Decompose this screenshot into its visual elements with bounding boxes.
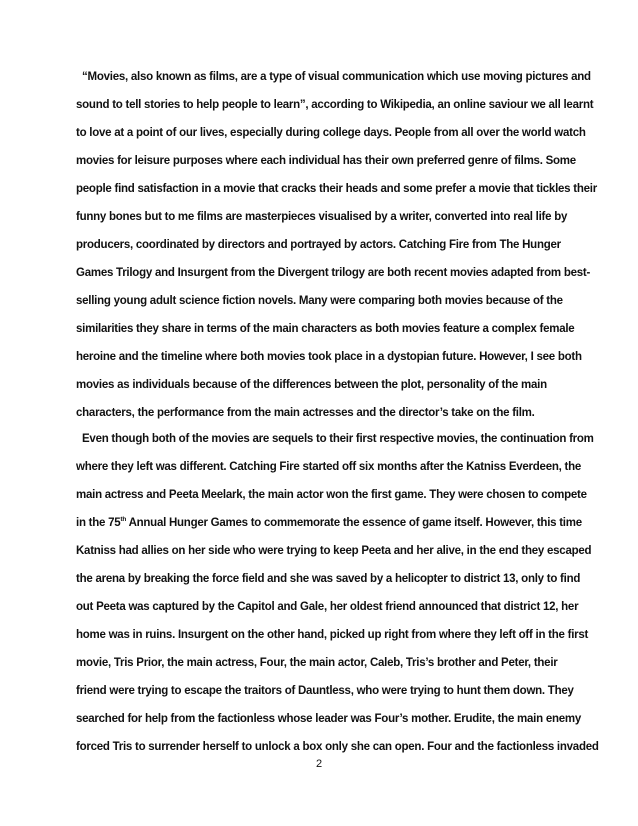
- text-line: movies for leisure purposes where each individual has their own preferred genre of films. Some: [76, 155, 576, 167]
- paragraph-1: [76, 63, 597, 427]
- text-line: characters, the performance from the main actresses and the director’s take on the film.: [76, 407, 535, 419]
- text-line: selling young adult science fiction novels. Many were comparing both movies because of the: [76, 295, 563, 307]
- text-line: Games Trilogy and Insurgent from the Divergent trilogy are both recent movies adapted from best-: [76, 267, 591, 279]
- text-line: sound to tell stories to help people to learn”, according to Wikipedia, an online saviour we all learnt: [76, 99, 594, 111]
- text-line: producers, coordinated by directors and portrayed by actors. Catching Fire from The Hunger: [76, 239, 561, 251]
- text-line: funny bones but to me films are masterpieces visualised by a writer, converted into real life by: [76, 211, 568, 223]
- text-line: where they left was different. Catching Fire started off six months after the Katniss Everdeen, the: [76, 461, 582, 473]
- text-line: friend were trying to escape the traitors of Dauntless, who were trying to hunt them down. They: [76, 685, 574, 697]
- text-line: Even though both of the movies are sequels to their first respective movies, the continuation from: [82, 433, 594, 445]
- text-line: movies as individuals because of the differences between the plot, personality of the main: [76, 379, 547, 391]
- paragraph-2: [76, 425, 599, 761]
- text-line: [76, 509, 582, 537]
- text-line: heroine and the timeline where both movies took place in a dystopian future. However, I see both: [76, 351, 582, 363]
- text-line: home was in ruins. Insurgent on the other hand, picked up right from where they left off in the first: [76, 629, 589, 641]
- ordinal-superscript: th: [120, 516, 127, 524]
- page-number: 2: [315, 758, 323, 770]
- text-line: similarities they share in terms of the main characters as both movies feature a complex female: [76, 323, 575, 335]
- text-line: forced Tris to surrender herself to unlock a box only she can open. Four and the factionless invaded: [76, 741, 599, 753]
- text-line: movie, Tris Prior, the main actress, Four, the main actor, Caleb, Tris’s brother and Peter, their: [76, 657, 558, 669]
- text-line: people find satisfaction in a movie that cracks their heads and some prefer a movie that tickles their: [76, 183, 597, 195]
- text-line: to love at a point of our lives, especially during college days. People from all over the world watch: [76, 127, 586, 139]
- text-line: main actress and Peeta Meelark, the main actor won the first game. They were chosen to compete: [76, 489, 587, 501]
- text-line: the arena by breaking the force field and she was saved by a helicopter to district 13, only to find: [76, 573, 581, 585]
- text-line: out Peeta was captured by the Capitol and Gale, her oldest friend announced that district 12, her: [76, 601, 579, 613]
- text-fragment: in the 75: [76, 517, 121, 529]
- text-line: Katniss had allies on her side who were trying to keep Peeta and her alive, in the end they escaped: [76, 545, 592, 557]
- text-line: searched for help from the factionless whose leader was Four’s mother. Erudite, the main enemy: [76, 713, 582, 725]
- text-line: “Movies, also known as films, are a type of visual communication which use moving pictures and: [82, 71, 591, 83]
- text-fragment: Annual Hunger Games to commemorate the essence of game itself. However, this time: [126, 517, 582, 529]
